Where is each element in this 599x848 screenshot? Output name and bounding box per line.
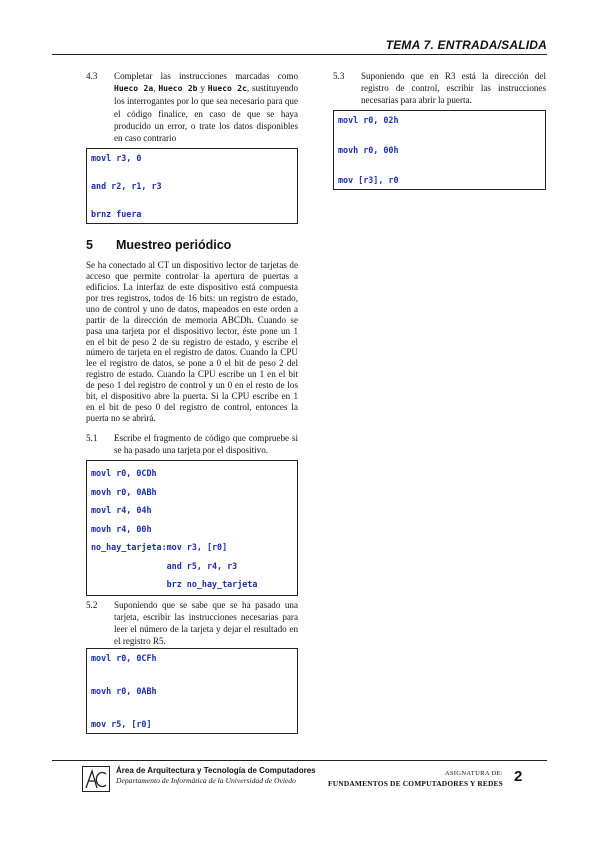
exercise-number: 5.1	[86, 432, 98, 443]
exercise-text: Escribe el fragmento de código que compruebe si se ha pasado una tarjeta por el dispositivo.	[114, 432, 298, 456]
hueco-2b-label: Hueco 2b	[158, 84, 198, 94]
code-line: movh r0, 0ABh	[91, 685, 157, 696]
footer-subject: FUNDAMENTOS DE COMPUTADORES Y REDES	[328, 779, 503, 788]
code-line: movl r4, 04h	[91, 505, 152, 516]
section-title: Muestreo periódico	[116, 238, 232, 253]
left-column	[86, 70, 298, 734]
footer-area: Área de Arquitectura y Tecnología de Computadores	[116, 766, 316, 775]
code-line: and r5, r4, r3	[91, 560, 238, 571]
code-box-5-3	[333, 110, 546, 190]
exercise-text-part: , sustituyendo los interrogantes por lo que sea necesario para que el código finalice, en caso de que se haya producido un error, o trate los datos disponibles en caso contrario	[114, 83, 299, 144]
code-line: movl r0, 0CDh	[91, 468, 157, 479]
department-logo-icon	[82, 766, 110, 792]
code-line: brnz fuera	[91, 209, 142, 220]
hueco-2a-label: Hueco 2a	[114, 84, 154, 94]
exercise-number: 4.3	[86, 71, 98, 81]
exercise-5-1	[86, 432, 298, 456]
page-header-title: TEMA 7. ENTRADA/SALIDA	[385, 38, 547, 52]
exercise-text-part: Completar las instrucciones marcadas como	[114, 71, 298, 81]
code-line: movh r0, 00h	[338, 144, 399, 155]
footer-left	[116, 766, 316, 785]
code-line: movl r0, 0CFh	[91, 652, 157, 663]
right-column	[333, 70, 546, 190]
section-heading	[86, 238, 298, 252]
code-line: no_hay_tarjeta:mov r3, [r0]	[91, 542, 228, 553]
exercise-number: 5.3	[333, 71, 345, 81]
code-line: mov r5, [r0]	[91, 718, 152, 729]
footer-rule	[52, 760, 547, 761]
exercise-number: 5.2	[86, 599, 98, 610]
header-rule	[52, 54, 547, 55]
exercise-5-3	[333, 70, 546, 107]
code-line: movl r0, 02h	[338, 114, 399, 125]
footer-department: Departamento de Informática de la Universidad de Oviedo	[116, 776, 296, 785]
separator: ,	[153, 83, 156, 94]
page-number: 2	[514, 768, 523, 785]
section-number: 5	[86, 238, 93, 253]
exercise-text: Suponiendo que en R3 está la dirección del registro de control, escribir las instrucciones necesarias para abrir la puerta.	[361, 71, 546, 106]
hueco-2c-label: Hueco 2c	[207, 84, 247, 94]
code-line: mov [r3], r0	[338, 174, 399, 185]
exercise-4-3	[86, 70, 298, 144]
code-line: movl r3, 0	[91, 153, 142, 164]
code-line: movh r4, 00h	[91, 523, 152, 534]
exercise-text	[114, 70, 298, 144]
code-box-5-1	[86, 460, 298, 596]
code-line: brz no_hay_tarjeta	[91, 579, 258, 590]
code-box-4-3	[86, 148, 298, 224]
footer-right	[328, 770, 503, 788]
exercise-5-2	[86, 599, 298, 648]
section-paragraph: Se ha conectado al CT un dispositivo lector de tarjetas de acceso que permite controlar la apertura de puertas a edificios. La interfaz de este dispositivo está compuesta por tres registros, todos de 16 bits: un registro de estado, uno de control y uno de datos, mapeados en este orden a partir de la dirección de memoria ABCDh. Cuando se pasa una tarjeta por el dispositivo lector, éste pone un 1 en el bit de peso 2 de su registro de estado, y escribe el número de tarjeta en el registro de datos. Cuando la CPU lee el registro de datos, se pone a 0 el bit de peso 2 del registro de estado. Cuando la CPU escribe un 1 en el bit de peso 1 del registro de control y un 0 en el resto de los bit, el dispositivo abre la puerta. Si la CPU escribe en 1 en el bit de peso 0 del registro de control, entonces la puerta no se abrirá.	[86, 260, 298, 423]
code-line: and r2, r1, r3	[91, 181, 162, 192]
exercise-text: Suponiendo que se sabe que se ha pasado una tarjeta, escribir las instrucciones necesarias para leer el número de la tarjeta y dejar el resultado en el registro R5.	[114, 599, 298, 647]
code-box-5-2	[86, 648, 298, 734]
code-line: movh r0, 0ABh	[91, 486, 157, 497]
footer-subject-label: ASIGNATURA DE:	[444, 770, 503, 777]
separator: y	[197, 83, 208, 94]
